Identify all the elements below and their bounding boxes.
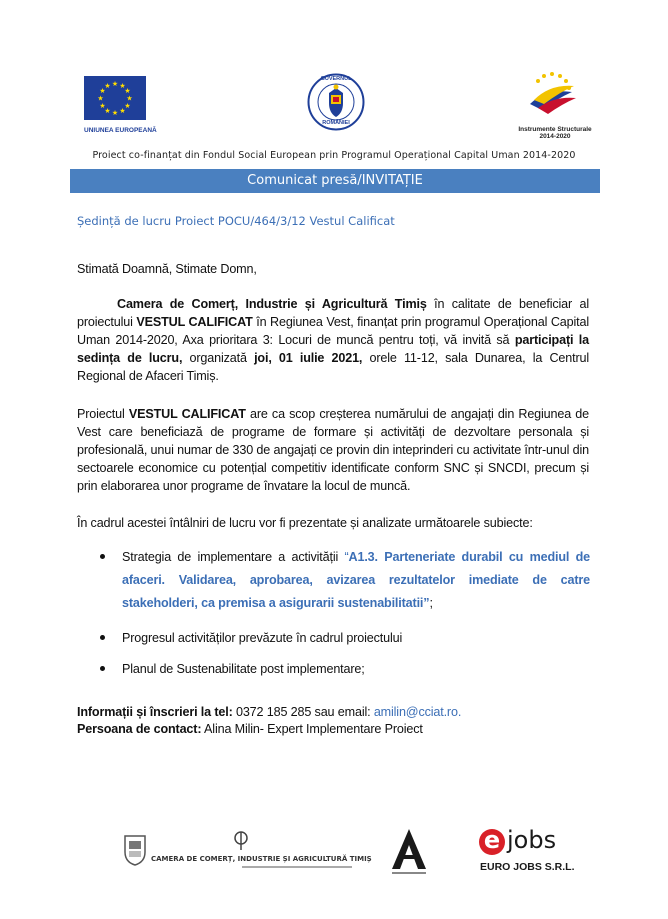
subject-line: Ședință de lucru Proiect POCU/464/3/12 Vestul Calificat — [77, 214, 395, 228]
svg-text:★: ★ — [124, 87, 131, 95]
ejobs-e-letter: e — [483, 826, 501, 854]
organization-name: Camera de Comerț, Industrie și Agricultură Timiș — [117, 297, 427, 311]
contact-info-line: Informații și înscrieri la tel: 0372 185 285 sau email: amilin@cciat.ro. — [77, 705, 462, 719]
bullet-icon — [100, 554, 108, 562]
agenda-item-3: Planul de Sustenabilitate post implementare; — [122, 662, 365, 676]
greeting: Stimată Doamnă, Stimate Domn, — [77, 262, 257, 276]
svg-text:★: ★ — [124, 102, 131, 110]
bullet-icon — [100, 635, 108, 643]
cofinance-text: Proiect co-finanțat din Fondul Social European prin Programul Operațional Capital Uman 2014-2020 — [92, 150, 576, 161]
svg-text:★: ★ — [99, 87, 106, 95]
ccia-underline — [242, 866, 352, 868]
eu-label: UNIUNEA EUROPEANĂ — [84, 127, 157, 134]
partner-logo — [388, 825, 430, 879]
ccia-timis-logo — [122, 828, 372, 878]
is-label-2: 2014-2020 — [539, 133, 571, 140]
paragraph-agenda-intro: În cadrul acestei întâlniri de lucru vor fi prezentate și analizate următoarele subiecte: — [77, 516, 533, 530]
structural-instruments-icon — [524, 70, 584, 118]
ccia-name: CAMERA DE COMERȚ, INDUSTRIE ȘI AGRICULTURĂ TIMIȘ — [151, 855, 372, 863]
project-name: VESTUL CALIFICAT — [136, 315, 253, 329]
svg-text:★: ★ — [119, 107, 126, 115]
email-link[interactable]: amilin@cciat.ro. — [373, 705, 462, 719]
government-logo — [307, 73, 365, 131]
agenda-item-2: Progresul activităților prevăzute în cadrul proiectului — [122, 631, 403, 645]
paragraph-project-scope: Proiectul VESTUL CALIFICAT are ca scop creșterea numărului de angajați din Regiunea de Vest care beneficiază de programe de formare și activități de dezvoltare personala și profesională, unui numar de 330 de angajați ce provin din inteprinderi cu activitate într-unul din sectoarele economice cu potențial competitiv identificate conform SNC și SNCDI, precum și prin elaborarea unor programe de învatare la locul de muncă. — [77, 407, 590, 493]
svg-text:★: ★ — [97, 94, 104, 103]
bullet-icon — [100, 666, 108, 674]
eu-logo — [84, 76, 174, 138]
press-release-banner: Comunicat presă/INVITAȚIE — [70, 169, 600, 193]
partner-a-icon — [388, 825, 430, 879]
svg-text:★: ★ — [104, 107, 111, 115]
gov-ring-top: GUVERNUL — [320, 76, 352, 82]
project-name: VESTUL CALIFICAT — [128, 407, 246, 421]
svg-text:★: ★ — [104, 82, 111, 90]
meeting-invite: participați la sedința de lucru, — [77, 333, 589, 365]
ccia-emblem-icon — [122, 832, 148, 866]
structural-instruments-logo — [510, 70, 600, 138]
is-label-1: Instrumente Structurale — [518, 126, 592, 133]
agenda-item-1: Strategia de implementare a activității “A1.3. Parteneriate durabil cu mediul de afaceri. Validarea, aprobarea, avizarea rezultatelor imediate de catre stakeholderi, ca premisa a asigurarii sustenabilitatii”; — [122, 550, 590, 610]
ejobs-logo — [478, 826, 575, 878]
svg-text:★: ★ — [99, 102, 106, 110]
activity-title: A1.3. Parteneriate durabil cu mediul de afaceri. Validarea, aprobarea, avizarea rezultatelor imediate de catre stakeholderi, ca premisa a asigurarii sustenabilitatii — [122, 550, 590, 610]
svg-text:★: ★ — [111, 109, 119, 117]
svg-text:★: ★ — [119, 82, 126, 90]
meeting-date: joi, 01 iulie 2021, — [254, 351, 363, 365]
ejobs-company: EURO JOBS S.R.L. — [480, 861, 575, 873]
contact-person-line: Persoana de contact: Alina Milin- Expert Implementare Proiect — [77, 722, 423, 736]
paragraph-invitation: Camera de Comerț, Industrie și Agricultură Timiș în calitate de beneficiar al proiectului VESTUL CALIFICAT în Regiunea Vest, finanțat prin programul Operațional Capital Uman 2014-2020, Axa prioritara 3: Locuri de muncă pentru toți, vă invită să participați la sedința de lucru, organizată joi, 01 iulie 2021, orele 11-12, sala Dunarea, la Centrul Regional de Afaceri Timiș. — [77, 297, 589, 383]
eu-flag-icon — [84, 76, 146, 120]
ccia-symbol-icon — [232, 830, 250, 852]
gov-ring-bottom: ROMÂNIEI — [322, 120, 350, 126]
svg-text:★: ★ — [126, 94, 133, 103]
ejobs-word: jobs — [507, 826, 557, 854]
svg-text:★: ★ — [111, 80, 119, 88]
